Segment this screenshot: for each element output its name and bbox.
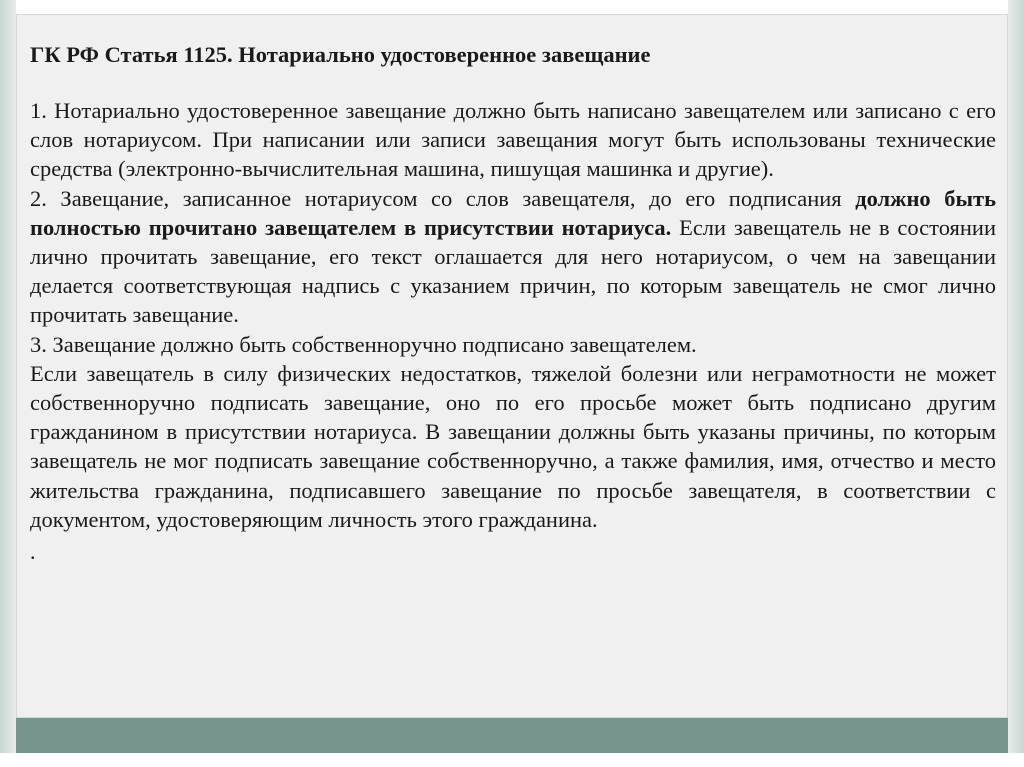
article-title: ГК РФ Статья 1125. Нотариально удостоверенное завещание (30, 42, 651, 67)
paragraph-2-emphasis: должно быть полностью прочитано завещателем в присутствии нотариуса. (30, 185, 996, 240)
trailing-dot: . (30, 539, 36, 565)
right-border-gradient (1008, 0, 1024, 767)
paragraph-2-end: Если завещатель не в состоянии лично прочитать завещание, его текст оглашается для него нотариусом, о чем на завещании делается соответствующая надпись с указанием причин, по которым завещатель не смог лично прочитать завещание. (30, 214, 996, 328)
paragraph-2 (30, 184, 996, 330)
footer-band (16, 718, 1008, 753)
paragraph-2-start: 2. Завещание, записанное нотариусом со слов завещателя, до его подписания (30, 185, 856, 211)
top-margin (0, 0, 1024, 14)
bottom-margin (0, 753, 1024, 767)
paragraph-1: 1. Нотариально удостоверенное завещание должно быть написано завещателем или записано с его слов нотариусом. При написании или записи завещания могут быть использованы технические средства (электронно-вычислительная машина, пишущая машинка и другие). (30, 98, 996, 182)
paragraph-3-heading: 3. Завещание должно быть собственноручно подписано завещателем. (30, 331, 697, 357)
article-content (30, 40, 996, 564)
left-border-gradient (0, 0, 16, 767)
paragraph-3-body: Если завещатель в силу физических недостатков, тяжелой болезни или неграмотности не может собственноручно подписать завещание, оно по его просьбе может быть подписано другим гражданином в присутствии нотариуса. В завещании должны быть указаны причины, по которым завещатель не мог подписать завещание собственноручно, а также фамилия, имя, отчество и место жительства гражданина, подписавшего завещание по просьбе завещателя, в соответствии с документом, удостоверяющим личность этого гражданина. (30, 360, 996, 532)
